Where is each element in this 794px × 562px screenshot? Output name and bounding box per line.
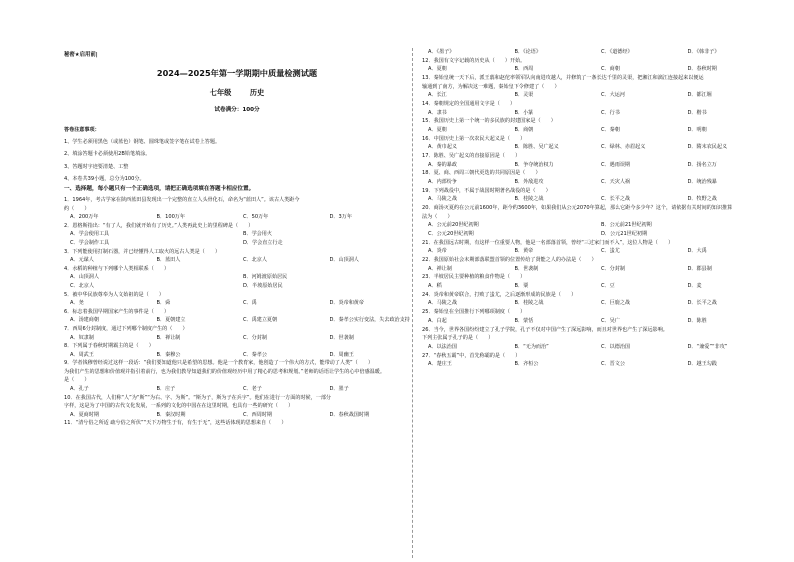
question-stem: 5．被中华民族尊奉为人文始祖的是（ ） [64, 291, 165, 298]
option-row [422, 178, 768, 187]
answer-option: C．西周时期 [243, 411, 273, 418]
question-list-left [64, 196, 410, 428]
answer-option: A．山顶洞人 [70, 274, 99, 281]
question [64, 222, 410, 248]
option-row [422, 161, 768, 170]
answer-option: A．学会使用工具 [70, 231, 110, 238]
question-stem: 25．秦始皇在全国推行下列哪项制度（ ） [422, 309, 526, 316]
question-stem: 8．下列属于春秋时期霸主的是（ ） [64, 343, 154, 350]
question [422, 204, 768, 239]
answer-option: A．尧 [70, 300, 84, 307]
answer-option: B．争夺统治权力 [514, 161, 554, 168]
option-row [64, 334, 410, 343]
answer-option: D．“兼爱”“非攻” [687, 343, 728, 350]
answer-option: C．晋文公 [601, 361, 625, 368]
option-row [422, 48, 768, 57]
exam-title: 2024—2025年第一学期期中质量检测试题 [156, 68, 318, 78]
answer-option: A．周武王 [70, 351, 94, 358]
note-item: 4、本卷共39小题，总分为100分。 [64, 175, 145, 182]
answer-option: A．《墨子》 [428, 49, 455, 55]
option-row [422, 343, 768, 352]
question [422, 256, 768, 273]
answer-option: D．扬名立万 [687, 161, 717, 168]
question-stem: 14．秦朝规定的全国通用文字是（ ） [422, 101, 516, 108]
option-row [422, 65, 768, 74]
answer-option: A．夏商时期 [70, 411, 99, 418]
answer-option: A．马陵之战 [428, 196, 457, 203]
answer-option: A．公元前20世纪初期 [428, 222, 479, 229]
answer-option: C．北京人 [70, 282, 94, 289]
option-row [64, 299, 410, 308]
answer-option: D．山顶洞人 [329, 257, 359, 264]
question [64, 325, 410, 342]
answer-option: B．河姆渡原始居民 [243, 274, 288, 281]
answer-option: D．麦 [687, 283, 702, 290]
answer-option: C．分封制 [601, 265, 625, 272]
option-row [64, 273, 410, 282]
answer-option: A．隶书 [428, 109, 447, 116]
question-stem: 是（ ） [64, 377, 90, 384]
question [422, 239, 768, 256]
question-stem: 19．下列战役中，不属于战国时期著名战役的是（ ） [422, 187, 551, 194]
secret-label: 秘密★启用前| [64, 52, 98, 58]
question-stem: 9．学者钱穆曾经说过这样一段话：“我们要知道他只是希望的思想。他是一个教育家，他创造了一个伟大的方式，能带动了人类”（ ） [64, 360, 374, 367]
question [422, 152, 768, 169]
answer-option: C．以德治国 [601, 343, 631, 350]
answer-option: D．学会直立行走 [243, 239, 283, 246]
question-stem: 21．在我国远古时期，有这样一位重要人物，他是一名部落首领，曾经“三过家门而不入”，这位人物是（ ） [422, 239, 674, 246]
answer-option: A．夏朝 [428, 66, 447, 73]
answer-option: B．世袭制 [514, 265, 539, 272]
fold-divider [412, 48, 413, 558]
answer-option: C．吴广 [601, 317, 620, 324]
question-stem: 3．下列能使用打制石器，并已经懂得人工取火的远古人类是（ ） [64, 248, 221, 255]
question-stem: 22．我国原始社会末期部落联盟首领的位置传给了贤能之人的办法是（ ） [422, 257, 597, 264]
question [422, 135, 768, 152]
answer-option: D．陈胜 [687, 317, 707, 324]
option-row [64, 282, 410, 291]
answer-option: B．桂陵之战 [514, 300, 544, 307]
answer-option: C．巨鹿之战 [601, 300, 631, 307]
question [64, 196, 410, 222]
answer-option: D．墨子 [329, 386, 349, 393]
answer-option: D．秦孝公实行变法，失去政治支持 [329, 317, 410, 324]
question-stem: 字样，这是为了中国的古代文化发展，一系列的文化的中国在在这里时期，也具有一些的研究（ ） [64, 403, 294, 410]
answer-option: D．明朝 [687, 127, 707, 134]
question-stem: 15．我国历史上第一个统一的多民族的封建国家是（ ） [422, 118, 556, 125]
answer-option: A．黄巾起义 [428, 144, 457, 151]
question-stem: 7．西周6分封制度，通过下列哪个制度产生的（ ） [64, 325, 188, 332]
answer-option: A．内部纷争 [428, 179, 457, 186]
question-stem: 2．恩格斯指出：“有了人，我们就开始有了历史。”人类再此史上的里程碑是（ ） [64, 222, 254, 229]
answer-option: D．3万年 [329, 214, 352, 221]
option-row [422, 265, 768, 274]
answer-option: C．行书 [601, 109, 620, 116]
answer-option: D．公元21世纪初期 [601, 231, 648, 238]
answer-option: B．禅让制 [156, 334, 181, 341]
note-item: 1、学生必须用黑色（或蓝色）钢笔、圆珠笔或签字笔在试卷上答题。 [64, 139, 221, 146]
answer-option: C．大运河 [601, 92, 625, 99]
answer-option: A．稻 [428, 283, 442, 290]
option-row [422, 230, 768, 239]
answer-option: C．学会制作工具 [70, 239, 110, 246]
option-row [64, 239, 410, 248]
answer-option: A．奴隶制 [70, 334, 94, 341]
answer-option: B．西周 [514, 66, 534, 73]
answer-option: C．老子 [243, 386, 262, 393]
note-item: 3、答题时字迹要清楚、工整 [64, 163, 129, 170]
option-row [64, 411, 410, 420]
answer-option: B．粟 [514, 283, 529, 290]
question [64, 342, 410, 359]
answer-option: B．庄子 [156, 386, 176, 393]
question-stem: 12．我国有文字记载的历史从（ ）开始。 [422, 57, 526, 64]
answer-option: D．半坡原始居民 [243, 282, 283, 289]
question-stem: 17．陈胜、吴广起义的直接原因是（ ） [422, 153, 521, 160]
question [422, 100, 768, 117]
answer-option: B．蒙恬 [514, 317, 534, 324]
answer-option: D．《韩非子》 [687, 49, 720, 55]
answer-option: C．北京人 [243, 257, 267, 264]
answer-option: C．天灾人祸 [601, 179, 631, 186]
option-row [422, 282, 768, 291]
question [64, 248, 410, 265]
question-stem: 20．商汤灭夏约在公元前1600年，距今约3600年，如果我们从公元2070年算起，那么它距今多少年？这个，请依据有关时间的知识推算 [422, 205, 733, 212]
answer-option: B．夏朝建立 [156, 317, 186, 324]
answer-option: A．孔子 [70, 386, 89, 393]
note-item: 2、填涂答题卡必须使用2B铅笔填涂。 [64, 151, 151, 158]
question [64, 394, 410, 420]
question-stem: 4．水稻的种植与下列哪个人类相联系（ ） [64, 265, 170, 272]
question-stem: 约（ ） [64, 205, 90, 212]
answer-option: D．牧野之战 [687, 196, 717, 203]
answer-option: B．100万年 [156, 214, 185, 221]
question-stem: 13．秦始皇统一天下后，派王翦和赵佗率领军队向南进攻越人，并修筑了一条长达千里的灵渠，把湘江和漓江连接起来以便运 [422, 75, 704, 82]
answer-option: B．齐桓公 [514, 361, 539, 368]
answer-option: A．夏朝 [428, 127, 447, 134]
answer-option: A．长江 [428, 92, 447, 99]
answer-option: A．炎帝 [428, 248, 447, 255]
subject-label: 历史 [249, 88, 265, 97]
option-row [422, 143, 768, 152]
answer-option: A．禅让制 [428, 265, 452, 272]
answer-option: C．蚩尤 [601, 248, 620, 255]
answer-option: A．以法治国 [428, 343, 457, 350]
question-stem: 下列主张属于孔子的是（ ） [422, 335, 494, 342]
answer-option: A．楚庄王 [428, 361, 452, 368]
question [422, 291, 768, 308]
answer-option: B．商朝 [514, 127, 534, 134]
exam-notes [64, 124, 220, 185]
answer-option: D．大禹 [687, 248, 707, 255]
answer-option: B．学会用火 [243, 231, 272, 238]
option-row [64, 316, 410, 325]
answer-option: C．禹 [243, 300, 257, 307]
question [64, 419, 410, 428]
option-row [422, 221, 768, 230]
answer-option: C．禹建立夏朝 [243, 317, 278, 324]
answer-option: A．200万年 [70, 214, 99, 221]
answer-option: B．秦汉时期 [156, 411, 186, 418]
answer-option: C．秦孝公 [243, 351, 267, 358]
answer-option: C．秦朝 [601, 127, 620, 134]
answer-option: C．商朝 [601, 66, 620, 73]
option-row [422, 247, 768, 256]
question-stem: 10．在我国古代，人们称“人”为“斯”“为右、字、为斯”。“斯为子，斯为子在兵字”。他们在进行一方面的时候，一部分 [64, 394, 332, 401]
full-score: 试卷满分：100分 [214, 107, 260, 113]
exam-subtitle [64, 88, 410, 98]
option-row [422, 126, 768, 135]
question-stem: 为我们产生的思想和价值观并指引着前行，也为我们教导知道我们的价值观经历中用了精心的思考和规划。”老师的话语让学生的心中倍感温暖。 [64, 368, 385, 375]
answer-option: C．遇雨误期 [601, 161, 631, 168]
question-stem: 27．“春秋五霸”中，首先称霸的是（ ） [422, 352, 521, 359]
answer-option: B．黄帝 [514, 248, 534, 255]
answer-option: D．春秋时期 [687, 66, 717, 73]
question [64, 291, 410, 308]
answer-option: D．楷书 [687, 109, 707, 116]
answer-option: D．炎帝和黄帝 [329, 300, 364, 307]
question [422, 74, 768, 100]
answer-option: B．舜 [156, 300, 171, 307]
question-stem: 法为（ ） [422, 213, 453, 220]
question [422, 57, 768, 74]
answer-option: C．公元20世纪初期 [428, 231, 474, 238]
answer-option: C．分封制 [243, 334, 267, 341]
answer-option: D．春秋战国时期 [329, 411, 370, 418]
answer-option: D．都江堰 [687, 92, 712, 99]
question [422, 352, 768, 369]
section-heading: 一、选择题，每小题只有一个正确选项，请把正确选项填在答题卡相应位置。 [64, 186, 255, 192]
question [64, 359, 410, 393]
answer-option: B．秦穆公 [156, 351, 181, 358]
answer-option: B．蓝田人 [156, 257, 181, 264]
option-row [422, 109, 768, 118]
option-row [64, 230, 410, 239]
option-row [422, 299, 768, 308]
answer-option: B．灵渠 [514, 92, 534, 99]
question-stem: 6．标志着我国早期国家产生的事件是（ ） [64, 308, 170, 315]
question-stem: 1．1964年，考古学家在陕西蓝田县发现出一个完整的直立人头骨化石，命名为“蓝田人”。该古人类距今 [64, 197, 300, 203]
answer-option: B．《论语》 [514, 49, 541, 55]
option-row [422, 317, 768, 326]
question [64, 308, 410, 325]
answer-option: A．元谋人 [70, 257, 94, 264]
option-row [64, 351, 410, 360]
answer-option: C．50万年 [243, 214, 269, 221]
question [64, 265, 410, 291]
option-row [64, 385, 410, 394]
answer-option: D．世袭制 [329, 334, 354, 341]
answer-option: C．绿林、赤眉起义 [601, 144, 646, 151]
notes-heading: 答卷注意事项： [64, 127, 100, 133]
answer-option: D．周幽王 [329, 351, 354, 358]
grade-label: 七年级 [209, 88, 232, 97]
answer-option: A．白起 [428, 317, 447, 324]
question [422, 117, 768, 134]
answer-option: A．汤建商朝 [70, 317, 99, 324]
answer-option: C．《道德经》 [601, 49, 633, 55]
answer-option: B．外敌进攻 [514, 179, 544, 186]
answer-option: B．“无为而治” [514, 343, 549, 350]
question-stem: 26．当今，世界各国纷纷建立了孔子学院，孔子不仅对中国产生了深远影响，而且对世界也产生了深远影响。 [422, 326, 668, 333]
answer-option: B．陈胜、吴广起义 [514, 144, 559, 151]
answer-option: C．豆 [601, 283, 615, 290]
answer-option: D．越王勾践 [687, 361, 717, 368]
option-row [422, 360, 768, 369]
question [422, 326, 768, 352]
question [422, 48, 768, 57]
answer-option: D．郡县制 [687, 265, 712, 272]
option-row [64, 256, 410, 265]
option-row [422, 195, 768, 204]
answer-option: B．小篆 [514, 109, 534, 116]
answer-option: A．秦的暴政 [428, 161, 457, 168]
answer-option: D．统治残暴 [687, 179, 717, 186]
question [422, 169, 768, 186]
question [422, 308, 768, 325]
option-row [422, 91, 768, 100]
answer-option: A．马陵之战 [428, 300, 457, 307]
answer-option: D．隋末农民起义 [687, 144, 728, 151]
answer-option: C．长平之战 [601, 196, 631, 203]
answer-option: B．桂陵之战 [514, 196, 544, 203]
question-list-right [422, 48, 768, 369]
question [422, 187, 768, 204]
question-stem: 16．中国历史上第一次农民大起义是（ ） [422, 135, 526, 142]
answer-option: D．长平之战 [687, 300, 717, 307]
question-stem: 18．夏、商、西周三朝代更迭的共同原因是（ ） [422, 170, 541, 177]
question [422, 273, 768, 290]
option-row [64, 213, 410, 222]
question-stem: 输通到了南方，为解决这一难题，秦始皇下令修建了（ ） [422, 83, 560, 90]
question-stem: 23．半坡居民主要种植的粮食作物是（ ） [422, 274, 526, 281]
answer-option: B．公元前21世纪初期 [601, 222, 652, 229]
question-stem: 11．“清兮俗之所适 疏兮俗之所伏”“天下万物生于有，有生于无”，这些话体现的思想来自（ ） [64, 420, 287, 427]
question-stem: 24．炎帝和黄帝联合，打败了蚩尤，之后逐渐形成的民族是（ ） [422, 291, 577, 298]
